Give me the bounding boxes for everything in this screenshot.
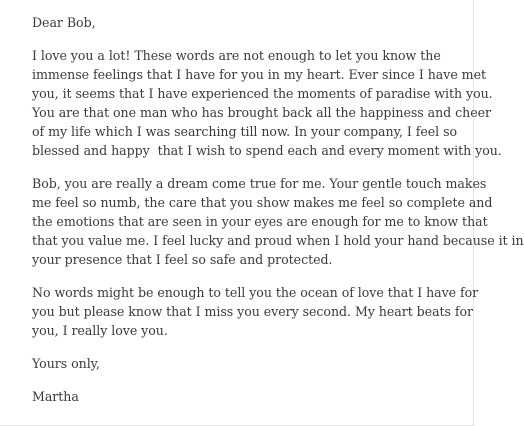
paragraph-line: me feel so numb, the care that you show makes me feel so complete and [32,195,493,210]
paragraph-2 [32,174,524,269]
paragraph-line: that you value me. I feel lucky and proud when I hold your hand because it in [32,233,524,248]
letter-body [32,13,524,406]
paragraph-line: your presence that I feel so safe and protected. [32,252,333,267]
salutation: Dear Bob, [32,15,96,30]
paragraph-line: You are that one man who has brought back all the happiness and cheer [32,105,491,120]
paragraph-line: of my life which I was searching till now. In your company, I feel so [32,124,458,139]
paragraph-3 [32,283,479,340]
paragraph-1 [32,46,502,160]
paragraph-line: I love you a lot! These words are not enough to let you know the [32,48,441,63]
paragraph-line: Bob, you are really a dream come true for me. Your gentle touch makes [32,176,487,191]
closing-gap [32,373,472,387]
paragraph-line: you, I really love you. [32,323,168,338]
paragraph-gap [32,340,472,354]
paragraph-line: you, it seems that I have experienced the moments of paradise with you. [32,86,493,101]
paragraph-line: No words might be enough to tell you the ocean of love that I have for [32,285,479,300]
paragraph-line: blessed and happy that I wish to spend each and every moment with you. [32,143,502,158]
paragraph-gap [32,160,472,174]
closing: Yours only, [32,356,101,371]
paragraph-gap [32,269,472,283]
paragraph-line: immense feelings that I have for you in my heart. Ever since I have met [32,67,486,82]
signature: Martha [32,389,79,404]
paragraph-line: the emotions that are seen in your eyes are enough for me to know that [32,214,488,229]
paragraph-line: you but please know that I miss you every second. My heart beats for [32,304,474,319]
